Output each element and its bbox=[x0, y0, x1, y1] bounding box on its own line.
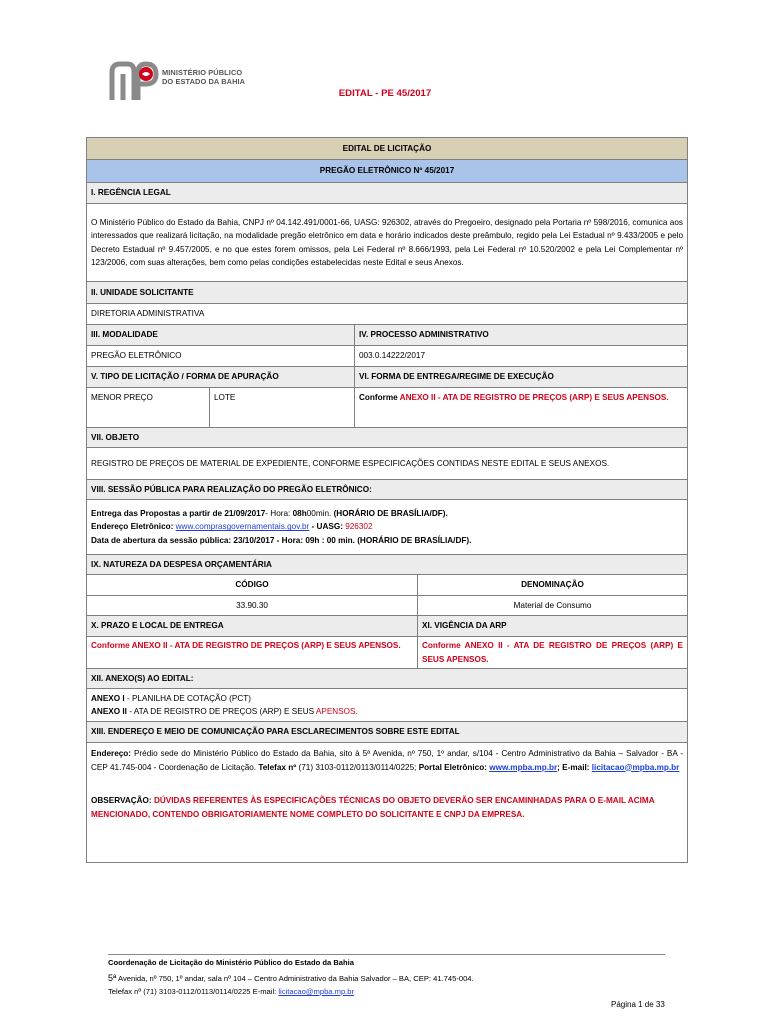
section-regencia-text: O Ministério Público do Estado da Bahia, CNPJ nº 04.142.491/0001-66, UASG: 926302, através do Pregoeiro, designado pela Portaria nº 598/2016, comunica aos interessados que realizará licitação, na modalidade pregão eletrônico em data e horário indicados deste preâmbulo, regido pela Lei Estadual nº 9.433/2005 e pelo Decreto Estadual nº 9.457/2005, e no que estes forem omissos, pela Lei Federal nº 8.666/1993, pela Lei Federal nº 10.520/2002 e pela Lei Complementar nº 123/2006, com suas alterações, bem como pelas condições estabelecidas neste Edital e seus Anexos. bbox=[87, 204, 688, 282]
section-vigencia-value: Conforme ANEXO II - ATA DE REGISTRO DE PREÇOS (ARP) E SEUS APENSOS. bbox=[418, 637, 688, 669]
footer-line1: Coordenação de Licitação do Ministério Público do Estado da Bahia bbox=[108, 958, 354, 967]
section-endereco-body bbox=[87, 743, 688, 863]
sessao-line-entrega bbox=[91, 507, 683, 521]
anexo-2-red: APENSOS. bbox=[315, 707, 358, 716]
observacao-text: DÚVIDAS REFERENTES ÀS ESPECIFICAÇÕES TÉCNICAS DO OBJETO DEVERÃO SER ENCAMINHADAS PARA O E-MAIL ACIMA MENCIONADO, CONTENDO OBRIGATORIAMENTE NOME COMPLETO DO SOLICITANTE E CNPJ DA EMPRESA. bbox=[91, 796, 655, 819]
telefax-text: (71) 3103-0112/0113/0114/0225; bbox=[296, 762, 419, 772]
endereco-paragraph bbox=[91, 747, 683, 774]
section-forma-heading: VI. FORMA DE ENTREGA/REGIME DE EXECUÇÃO bbox=[355, 367, 688, 388]
table-title: EDITAL DE LICITAÇÃO bbox=[87, 138, 688, 160]
anexo-2-line bbox=[91, 705, 683, 719]
section-regencia-heading: I. REGÊNCIA LEGAL bbox=[87, 183, 688, 204]
email-label: ; E-mail: bbox=[557, 762, 590, 772]
anexo-2-text: - ATA DE REGISTRO DE PREÇOS (ARP) E SEUS bbox=[126, 707, 316, 716]
footer-line2 bbox=[108, 973, 474, 983]
natureza-col-codigo: CÓDIGO bbox=[87, 575, 418, 596]
section-unidade-heading: II. UNIDADE SOLICITANTE bbox=[87, 282, 688, 304]
anexo-1-text: - PLANILHA DE COTAÇÃO (PCT) bbox=[124, 693, 251, 703]
endereco-eletronico-label: Endereço Eletrônico: bbox=[91, 522, 176, 532]
footer-email-link[interactable]: licitacao@mpba.mp.br bbox=[278, 987, 355, 996]
section-objeto-heading: VII. OBJETO bbox=[87, 428, 688, 448]
footer-line2-text: Avenida, nº 750, 1º andar, sala nº 104 – Centro Administrativo da Bahia Salvador – BA, CEP: 41.745-004. bbox=[116, 974, 474, 983]
forma-prefix: Conforme bbox=[359, 393, 398, 402]
portal-link[interactable]: www.mpba.mp.br bbox=[489, 762, 558, 772]
section-tipo-heading: V. TIPO DE LICITAÇÃO / FORMA DE APURAÇÃO bbox=[87, 367, 355, 388]
section-natureza-heading: IX. NATUREZA DA DESPESA ORÇAMENTÁRIA bbox=[87, 555, 688, 575]
entrega-tz: (HORÁRIO DE BRASÍLIA/DF). bbox=[333, 508, 448, 518]
section-modalidade-heading: III. MODALIDADE bbox=[87, 325, 355, 346]
section-prazo-value: Conforme ANEXO II - ATA DE REGISTRO DE PREÇOS (ARP) E SEUS APENSOS. bbox=[87, 637, 418, 669]
section-anexos-heading: XII. ANEXO(S) AO EDITAL: bbox=[87, 669, 688, 689]
section-unidade-value: DIRETORIA ADMINISTRATIVA bbox=[87, 304, 688, 325]
sessao-line-abertura: Data de abertura da sessão pública: 23/10/2017 - Hora: 09h : 00 min. (HORÁRIO DE BRASÍLIA/DF). bbox=[91, 535, 472, 545]
uasg-value: 926302 bbox=[345, 522, 373, 532]
anexo-1-line bbox=[91, 692, 683, 706]
natureza-col-denominacao: DENOMINAÇÃO bbox=[418, 575, 688, 596]
document-title: EDITAL - PE 45/2017 bbox=[338, 88, 432, 99]
section-modalidade-value: PREGÃO ELETRÔNICO bbox=[87, 346, 355, 367]
anexo-1-label: ANEXO I bbox=[91, 693, 125, 703]
endereco-text: Prédio sede do Ministério Público do Estado da Bahia, sito à 5ª Avenida, nº 750, 1º andar, s/104 - Centro Administrativo da Bahia – Salvador - BA - CEP 41.745-004 - Coordenação de Licitação. bbox=[91, 749, 684, 772]
logo-line1: MINISTÉRIO PÚBLICO bbox=[162, 68, 243, 77]
footer-line3-text: Telefax nº (71) 3103-0112/0113/0114/0225 E-mail: bbox=[108, 987, 279, 996]
section-anexos-body bbox=[87, 689, 688, 722]
comprasgov-link[interactable]: www.comprasgovernamentais.gov.br bbox=[175, 522, 310, 532]
entrega-hora: 08h bbox=[292, 508, 307, 518]
observacao-paragraph bbox=[91, 794, 683, 821]
section-tipo-lote: LOTE bbox=[210, 388, 355, 428]
entrega-hora-label: - Hora: bbox=[265, 508, 293, 518]
entrega-min: 00min. bbox=[306, 508, 334, 518]
natureza-codigo-value: 33.90.30 bbox=[87, 596, 418, 616]
section-prazo-heading: X. PRAZO E LOCAL DE ENTREGA bbox=[87, 616, 418, 637]
section-sessao-heading: VIII. SESSÃO PÚBLICA PARA REALIZAÇÃO DO PREGÃO ELETRÔNICO: bbox=[87, 480, 688, 500]
telefax-label: Telefax nº bbox=[256, 762, 297, 772]
edital-table bbox=[86, 137, 688, 863]
observacao-label: OBSERVAÇÃO: bbox=[91, 796, 152, 805]
section-endereco-heading: XIII. ENDEREÇO E MEIO DE COMUNICAÇÃO PARA ESCLARECIMENTOS SOBRE ESTE EDITAL bbox=[87, 722, 688, 743]
section-vigencia-heading: XI. VIGÊNCIA DA ARP bbox=[418, 616, 688, 637]
forma-red-text: ANEXO II - ATA DE REGISTRO DE PREÇOS (ARP) E SEUS APENSOS. bbox=[399, 393, 669, 402]
uasg-label: - UASG: bbox=[309, 522, 346, 532]
entrega-label: Entrega das Propostas a partir de 21/09/2017 bbox=[91, 508, 266, 518]
natureza-denominacao-value: Material de Consumo bbox=[418, 596, 688, 616]
page-number: Página 1 de 33 bbox=[611, 1000, 665, 1009]
footer-line2-sup: 5ª bbox=[108, 973, 117, 983]
section-forma-value bbox=[355, 388, 688, 428]
section-processo-heading: IV. PROCESSO ADMINISTRATIVO bbox=[355, 325, 688, 346]
section-objeto-text: REGISTRO DE PREÇOS DE MATERIAL DE EXPEDIENTE, CONFORME ESPECIFICAÇÕES CONTIDAS NESTE EDITAL E SEUS ANEXOS. bbox=[87, 448, 688, 480]
section-processo-value: 003.0.14222/2017 bbox=[355, 346, 688, 367]
table-subtitle: PREGÃO ELETRÔNICO Nº 45/2017 bbox=[87, 160, 688, 183]
sessao-line-endereco bbox=[91, 520, 683, 534]
endereco-label: Endereço: bbox=[91, 749, 132, 758]
footer-line3 bbox=[108, 987, 354, 996]
email-link[interactable]: licitacao@mpba.mp.br bbox=[591, 762, 680, 772]
footer-divider bbox=[108, 954, 665, 955]
section-sessao-body bbox=[87, 500, 688, 555]
section-tipo-value: MENOR PREÇO bbox=[87, 388, 210, 428]
portal-label: Portal Eletrônico: bbox=[418, 762, 487, 772]
anexo-2-label: ANEXO II bbox=[91, 707, 127, 716]
logo-line2: DO ESTADO DA BAHIA bbox=[162, 77, 246, 86]
